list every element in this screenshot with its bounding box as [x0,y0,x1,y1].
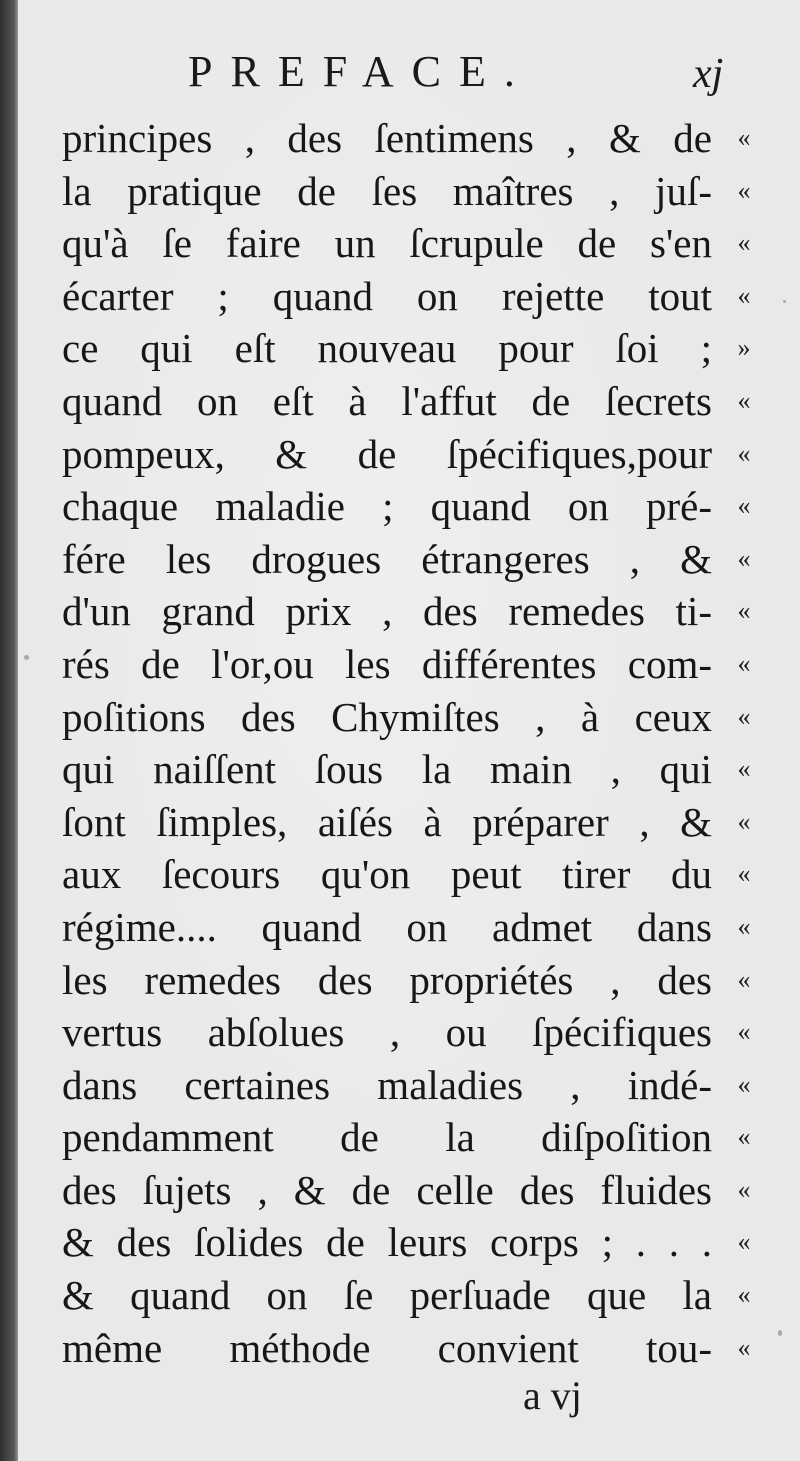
quotation-mark: » [737,333,751,363]
quotation-mark: « [737,1280,751,1310]
text-line-content: les remedes des propriétés , des [62,956,712,1003]
text-line-content: poſitions des Chymiſtes , à ceux [62,693,712,740]
text-line [62,533,712,586]
text-line [62,480,712,533]
page-number: xj [693,51,724,97]
quotation-mark: « [737,1017,751,1047]
quotation-mark: « [737,543,751,573]
text-line-content: chaque maladie ; quand on pré- [62,483,712,530]
signature-mark: a vj [523,1373,582,1418]
text-line [62,112,712,165]
text-line [62,428,712,481]
quotation-mark: « [737,438,751,468]
body-text [62,112,712,1374]
running-title: PREFACE. [188,47,533,96]
text-line [62,848,712,901]
text-line-content: la pratique de ſes maîtres , juſ- [62,167,712,214]
text-line-content: aux ſecours qu'on peut tirer du [62,851,712,898]
text-line-content: d'un grand prix , des remedes ti- [62,588,712,635]
quotation-mark: « [737,1069,751,1099]
text-line-content: ſont ſimples, aiſés à préparer , & [62,798,712,845]
text-line [62,375,712,428]
text-line-content: qui naiſſent ſous la main , qui [62,746,712,793]
quotation-mark: « [737,123,751,152]
text-line-content: & des ſolides de leurs corps ; . . . [62,1219,712,1266]
text-line [62,270,712,323]
page-header [18,46,800,116]
text-line [62,1059,712,1112]
margin-quotation-marks [724,112,764,1374]
quotation-mark: « [737,1227,751,1257]
quotation-mark: « [737,964,751,994]
quotation-mark: « [737,701,751,731]
text-line [62,796,712,849]
text-line [62,322,712,375]
quotation-mark: « [737,648,751,678]
text-line-content: principes , des ſentimens , & de [62,115,712,161]
text-line [62,691,712,744]
text-line-content: ce qui eſt nouveau pour ſoi ; [62,325,712,372]
paper-speck [783,300,786,303]
text-line [62,1111,712,1164]
book-page [18,0,800,1461]
text-line-content: régime.... quand on admet dans [62,903,712,950]
text-line [62,1216,712,1269]
quotation-mark: « [737,1174,751,1204]
text-line [62,217,712,270]
text-line [62,1164,712,1217]
text-line [62,638,712,691]
quotation-mark: « [737,859,751,889]
text-line [62,954,712,1007]
text-line [62,585,712,638]
text-line [62,165,712,218]
text-line [62,1006,712,1059]
quotation-mark: « [737,806,751,836]
text-line-content: écarter ; quand on rejette tout [62,272,712,319]
quotation-mark: « [737,1332,751,1362]
text-line-content: fére les drogues étrangeres , & [62,535,712,582]
text-line-content: & quand on ſe perſuade que la [62,1272,712,1319]
text-line [62,743,712,796]
paper-speck [778,1330,782,1336]
paper-speck [24,655,29,660]
quotation-mark: « [737,385,751,415]
quotation-mark: « [737,754,751,784]
text-line [62,1322,712,1375]
quotation-mark: « [737,280,751,310]
quotation-mark: « [737,228,751,258]
text-line [62,1269,712,1322]
quotation-mark: « [737,175,751,205]
text-line-content: qu'à ſe faire un ſcrupule de s'en [62,220,712,267]
text-line-content: quand on eſt à l'affut de ſecrets [62,377,712,424]
quotation-mark: « [737,596,751,626]
text-line-content: vertus abſolues , ou ſpécifiques [62,1009,712,1056]
text-line-content: pompeux, & de ſpécifiques,pour [62,430,712,477]
text-line-content: des ſujets , & de celle des fluides [62,1166,712,1213]
text-line-content: rés de l'or,ou les différentes com- [62,640,712,687]
text-line-content: même méthode convient tou- [62,1324,712,1371]
quotation-mark: « [737,1122,751,1152]
text-line [62,901,712,954]
quotation-mark: « [737,911,751,941]
text-line-content: pendamment de la diſpoſition [62,1114,712,1161]
text-line-content: dans certaines maladies , indé- [62,1061,712,1108]
quotation-mark: « [737,491,751,521]
